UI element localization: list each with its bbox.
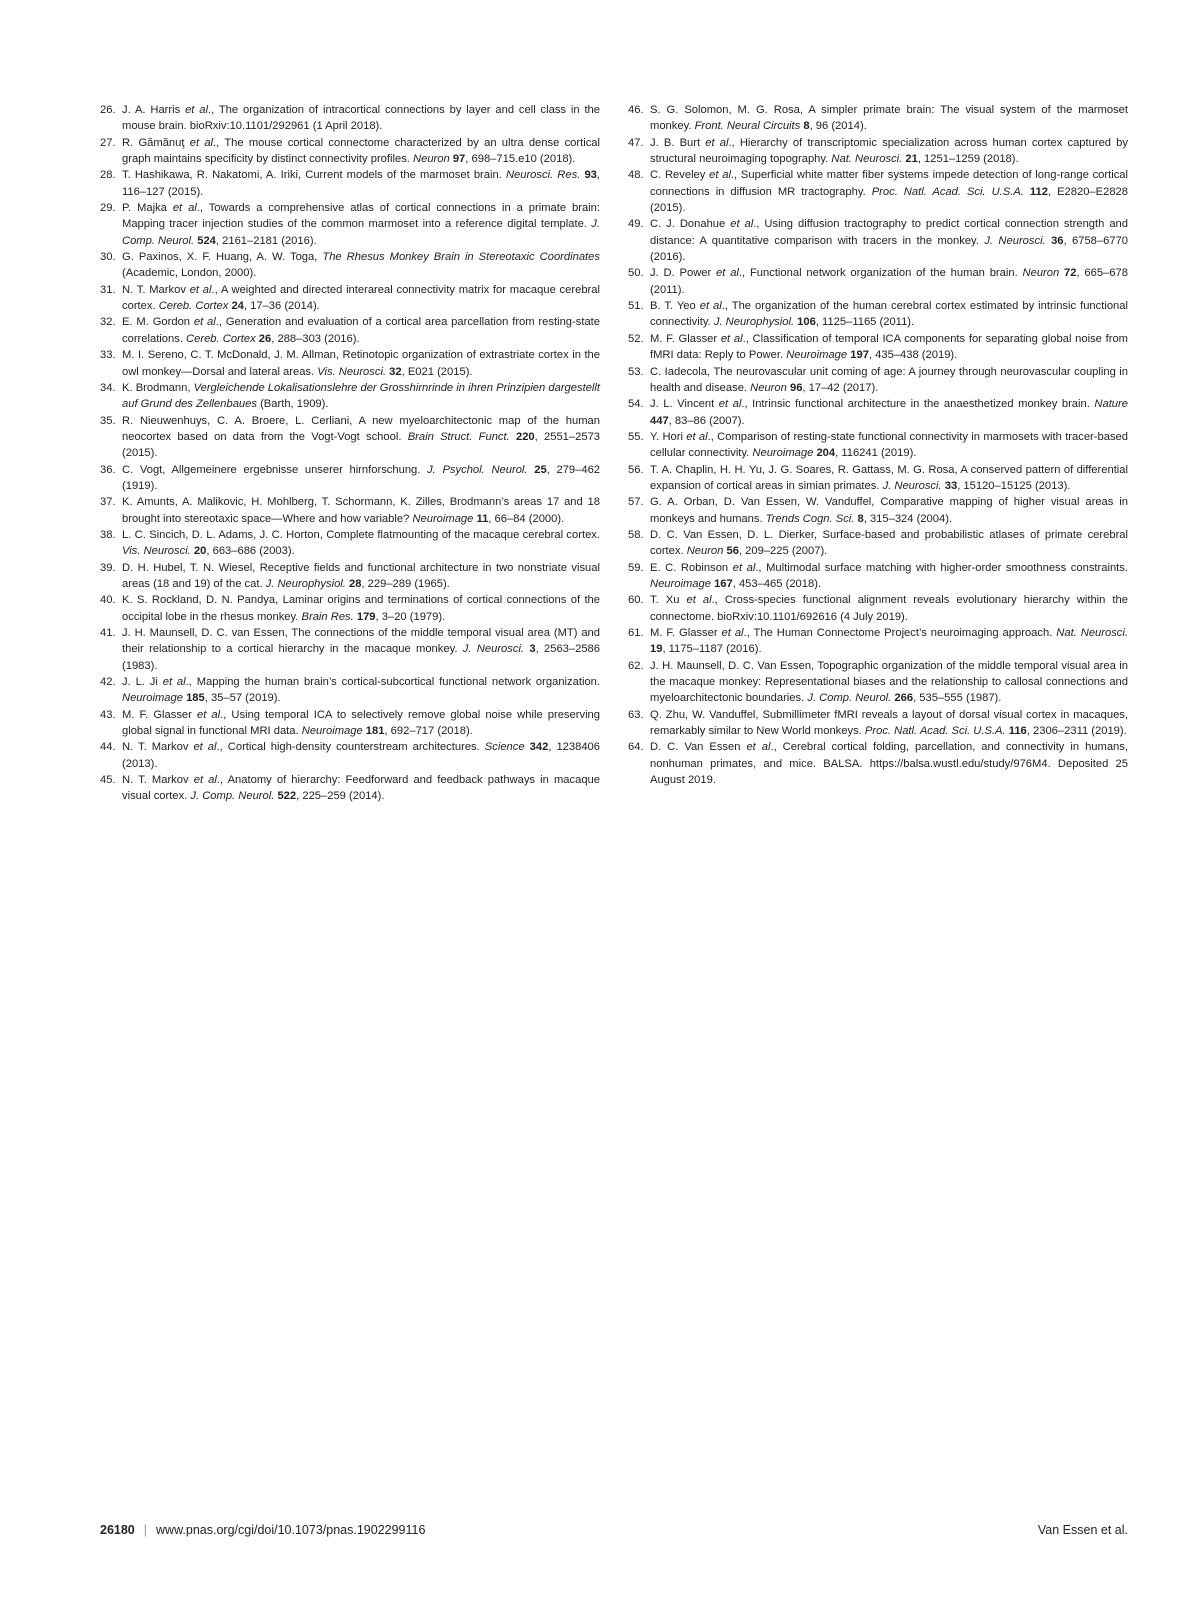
- reference-text: M. F. Glasser et al., Classification of temporal ICA components for separating global noise from fMRI data: Reply to Power. Neuroimage 197, 435–438 (2019).: [650, 332, 1128, 362]
- reference-item: [100, 200, 600, 249]
- reference-text: C. Vogt, Allgemeinere ergebnisse unserer hirnforschung. J. Psychol. Neurol. 25, 279–462 (1919).: [122, 463, 601, 492]
- reference-item: [100, 167, 600, 200]
- references-left-column: [100, 102, 600, 805]
- reference-number: 46.: [628, 104, 644, 116]
- reference-item: [628, 527, 1128, 560]
- reference-number: 59.: [628, 561, 644, 574]
- reference-text: D. C. Van Essen et al., Cerebral cortical folding, parcellation, and connectivity in humans, nonhuman primates, and mice. BALSA. https://balsa.wustl.edu/study/976M4. Deposited 25 August 2019.: [650, 741, 1128, 787]
- reference-number: 32.: [100, 316, 116, 329]
- reference-text: J. L. Vincent et al., Intrinsic functional architecture in the anaesthetized monkey brain. Nature 447, 83–86 (2007).: [650, 398, 1128, 427]
- reference-number: 53.: [628, 365, 644, 378]
- reference-item: [628, 592, 1128, 625]
- reference-number: 35.: [100, 414, 116, 427]
- reference-item: [628, 331, 1128, 364]
- reference-text: B. T. Yeo et al., The organization of the human cerebral cortex estimated by intrinsic functional connectivity. J. Neurophysiol. 106, 1125–1165 (2011).: [650, 300, 1128, 329]
- reference-number: 33.: [100, 349, 116, 362]
- reference-item: [100, 527, 600, 560]
- reference-text: K. Brodmann, Vergleichende Lokalisationslehre der Grosshirnrinde in ihren Prinzipien dargestellt auf Grund des Zellenbaues (Barth, 1909).: [122, 381, 600, 411]
- reference-item: [100, 102, 600, 135]
- reference-text: J. L. Ji et al., Mapping the human brain’s cortical-subcortical functional network organization. Neuroimage 185, 35–57 (2019).: [122, 676, 600, 705]
- reference-text: J. A. Harris et al., The organization of intracortical connections by layer and cell class in the mouse brain. bioRxiv:10.1101/292961 (1 April 2018).: [122, 104, 601, 133]
- reference-item: [628, 364, 1128, 397]
- reference-text: J. B. Burt et al., Hierarchy of transcriptomic specialization across human cortex captured by structural neuroimaging topography. Nat. Neurosci. 21, 1251–1259 (2018).: [650, 136, 1128, 166]
- reference-number: 50.: [628, 267, 644, 280]
- reference-item: [100, 347, 600, 380]
- page-footer: [100, 1522, 1128, 1538]
- footer-separator: |: [143, 1523, 148, 1537]
- reference-item: [100, 135, 600, 168]
- reference-text: C. Iadecola, The neurovascular unit coming of age: A journey through neurovascular coupling in health and disease. Neuron 96, 17–42 (2017).: [650, 365, 1128, 394]
- reference-item: [628, 707, 1128, 740]
- reference-item: [100, 462, 600, 495]
- reference-item: [100, 739, 600, 772]
- reference-number: 45.: [100, 774, 116, 787]
- reference-number: 47.: [628, 136, 644, 149]
- reference-text: D. H. Hubel, T. N. Wiesel, Receptive fields and functional architecture in two nonstriate visual areas (18 and 19) of the cat. J. Neurophysiol. 28, 229–289 (1965).: [122, 561, 600, 590]
- reference-number: 31.: [100, 283, 116, 296]
- reference-number: 54.: [628, 398, 644, 411]
- reference-item: [628, 135, 1128, 168]
- reference-item: [628, 396, 1128, 429]
- reference-text: L. C. Sincich, D. L. Adams, J. C. Horton, Complete flatmounting of the macaque cerebral cortex. Vis. Neurosci. 20, 663–686 (2003).: [122, 528, 600, 558]
- reference-item: [628, 167, 1128, 216]
- reference-number: 63.: [628, 708, 644, 721]
- reference-item: [628, 658, 1128, 707]
- reference-text: M. I. Sereno, C. T. McDonald, J. M. Allman, Retinotopic organization of extrastriate cortex in the owl monkey—Dorsal and lateral areas. Vis. Neurosci. 32, E021 (2015).: [122, 349, 600, 378]
- reference-text: T. A. Chaplin, H. H. Yu, J. G. Soares, R. Gattass, M. G. Rosa, A conserved pattern of differential expansion of cortical areas in simian primates. J. Neurosci. 33, 15120–15125 (2013).: [650, 463, 1128, 492]
- reference-item: [100, 560, 600, 593]
- reference-number: 51.: [628, 300, 644, 313]
- reference-number: 26.: [100, 104, 116, 116]
- reference-text: M. F. Glasser et al., The Human Connectome Project’s neuroimaging approach. Nat. Neurosci. 19, 1175–1187 (2016).: [650, 627, 1128, 656]
- page-number: 26180: [100, 1523, 135, 1537]
- references-right-column: [628, 102, 1128, 788]
- reference-text: G. Paxinos, X. F. Huang, A. W. Toga, The Rhesus Monkey Brain in Stereotaxic Coordinates (Academic, London, 2000).: [122, 251, 600, 280]
- reference-text: T. Hashikawa, R. Nakatomi, A. Iriki, Current models of the marmoset brain. Neurosci. Res. 93, 116–127 (2015).: [122, 169, 600, 198]
- reference-text: P. Majka et al., Towards a comprehensive atlas of cortical connections in a primate brain: Mapping tracer injection studies of the common marmoset into a reference digital template. J. Comp. Neurol. 524, 2161–2181 (2016).: [122, 202, 600, 247]
- reference-item: [628, 265, 1128, 298]
- reference-text: J. H. Maunsell, D. C. Van Essen, Topographic organization of the middle temporal visual area in the macaque monkey: Representational biases and the relationship to callosal connections and myeloarchitectonic boundaries. J. Comp. Neurol. 266, 535–555 (1987).: [650, 659, 1128, 705]
- reference-text: N. T. Markov et al., A weighted and directed interareal connectivity matrix for macaque cerebral cortex. Cereb. Cortex 24, 17–36 (2014).: [122, 283, 600, 313]
- doi-link[interactable]: www.pnas.org/cgi/doi/10.1073/pnas.1902299116: [156, 1523, 426, 1537]
- reference-number: 28.: [100, 169, 116, 182]
- reference-number: 37.: [100, 496, 116, 509]
- reference-item: [100, 592, 600, 625]
- reference-text: R. Nieuwenhuys, C. A. Broere, L. Cerliani, A new myeloarchitectonic map of the human neocortex based on data from the Vogt-Vogt school. Brain Struct. Funct. 220, 2551–2573 (2015).: [122, 414, 601, 460]
- reference-number: 52.: [628, 332, 644, 345]
- reference-text: J. H. Maunsell, D. C. van Essen, The connections of the middle temporal visual area (MT) and their relationship to a cortical hierarchy in the macaque monkey. J. Neurosci. 3, 2563–2586 (1983).: [122, 627, 601, 672]
- reference-number: 36.: [100, 463, 116, 476]
- reference-number: 43.: [100, 708, 116, 721]
- reference-item: [628, 216, 1128, 265]
- reference-number: 48.: [628, 169, 644, 182]
- reference-text: G. A. Orban, D. Van Essen, W. Vanduffel, Comparative mapping of higher visual areas in monkeys and humans. Trends Cogn. Sci. 8, 315–324 (2004).: [650, 496, 1128, 525]
- reference-item: [628, 625, 1128, 658]
- reference-item: [100, 413, 600, 462]
- reference-item: [628, 462, 1128, 495]
- reference-number: 57.: [628, 496, 644, 509]
- reference-item: [628, 494, 1128, 527]
- reference-item: [100, 625, 600, 674]
- reference-number: 34.: [100, 381, 116, 394]
- reference-text: K. S. Rockland, D. N. Pandya, Laminar origins and terminations of cortical connections of the occipital lobe in the rhesus monkey. Brain Res. 179, 3–20 (1979).: [122, 594, 600, 623]
- reference-text: C. Reveley et al., Superficial white matter fiber systems impede detection of long-range cortical connections in diffusion MR tractography. Proc. Natl. Acad. Sci. U.S.A. 112, E2820–E2828 (2015).: [650, 169, 1129, 215]
- reference-item: [100, 707, 600, 740]
- reference-text: E. M. Gordon et al., Generation and evaluation of a cortical area parcellation from resting-state correlations. Cereb. Cortex 26, 288–303 (2016).: [122, 316, 600, 345]
- reference-item: [100, 282, 600, 315]
- reference-number: 56.: [628, 463, 644, 476]
- reference-item: [628, 739, 1128, 788]
- reference-text: K. Amunts, A. Malikovic, H. Mohlberg, T. Schormann, K. Zilles, Brodmann’s areas 17 and 18 brought into stereotaxic space—Where and how variable? Neuroimage 11, 66–84 (2000).: [122, 496, 600, 525]
- reference-text: C. J. Donahue et al., Using diffusion tractography to predict cortical connection strength and distance: A quantitative comparison with tracers in the monkey. J. Neurosci. 36, 6758–6770 (2016).: [650, 218, 1129, 264]
- reference-item: [100, 249, 600, 282]
- reference-item: [100, 494, 600, 527]
- running-authors: Van Essen et al.: [1037, 1523, 1128, 1537]
- reference-text: S. G. Solomon, M. G. Rosa, A simpler primate brain: The visual system of the marmoset monkey. Front. Neural Circuits 8, 96 (2014).: [650, 104, 1128, 133]
- reference-number: 30.: [100, 251, 116, 264]
- reference-number: 29.: [100, 202, 116, 215]
- reference-item: [628, 560, 1128, 593]
- reference-text: Q. Zhu, W. Vanduffel, Submillimeter fMRI reveals a layout of dorsal visual cortex in macaques, remarkably similar to New World monkeys. Proc. Natl. Acad. Sci. U.S.A. 116, 2306–2311 (2019).: [650, 708, 1128, 738]
- reference-number: 38.: [100, 528, 116, 541]
- reference-number: 62.: [628, 659, 644, 672]
- reference-number: 39.: [100, 561, 116, 574]
- reference-text: E. C. Robinson et al., Multimodal surface matching with higher-order smoothness constraints. Neuroimage 167, 453–465 (2018).: [650, 561, 1128, 590]
- reference-number: 64.: [628, 741, 644, 754]
- reference-item: [100, 314, 600, 347]
- reference-item: [100, 380, 600, 413]
- reference-text: M. F. Glasser et al., Using temporal ICA to selectively remove global noise while preserving global signal in functional MRI data. Neuroimage 181, 692–717 (2018).: [122, 708, 600, 738]
- reference-number: 58.: [628, 528, 644, 541]
- reference-text: T. Xu et al., Cross-species functional alignment reveals evolutionary hierarchy within the connectome. bioRxiv:10.1101/692616 (4 July 2019).: [650, 594, 1128, 623]
- reference-item: [628, 298, 1128, 331]
- reference-item: [100, 674, 600, 707]
- reference-text: J. D. Power et al., Functional network organization of the human brain. Neuron 72, 665–678 (2011).: [650, 267, 1128, 296]
- reference-number: 61.: [628, 627, 644, 639]
- reference-text: R. Gămănuţ et al., The mouse cortical connectome characterized by an ultra dense cortical graph maintains specificity by distinct connectivity profiles. Neuron 97, 698–715.e10 (2018).: [122, 136, 601, 166]
- reference-number: 42.: [100, 676, 116, 689]
- reference-number: 55.: [628, 430, 644, 443]
- reference-number: 41.: [100, 627, 116, 639]
- reference-number: 49.: [628, 218, 644, 231]
- reference-item: [100, 772, 600, 805]
- reference-number: 27.: [100, 136, 116, 149]
- reference-item: [628, 429, 1128, 462]
- reference-number: 40.: [100, 594, 116, 607]
- reference-text: N. T. Markov et al., Cortical high-density counterstream architectures. Science 342, 1238406 (2013).: [122, 741, 601, 770]
- reference-number: 44.: [100, 741, 116, 754]
- reference-item: [628, 102, 1128, 135]
- reference-text: N. T. Markov et al., Anatomy of hierarchy: Feedforward and feedback pathways in macaque visual cortex. J. Comp. Neurol. 522, 225–259 (2014).: [122, 774, 600, 803]
- reference-text: D. C. Van Essen, D. L. Dierker, Surface-based and probabilistic atlases of primate cerebral cortex. Neuron 56, 209–225 (2007).: [650, 528, 1128, 558]
- reference-number: 60.: [628, 594, 644, 607]
- reference-text: Y. Hori et al., Comparison of resting-state functional connectivity in marmosets with tracer-based cellular connectivity. Neuroimage 204, 116241 (2019).: [650, 430, 1128, 460]
